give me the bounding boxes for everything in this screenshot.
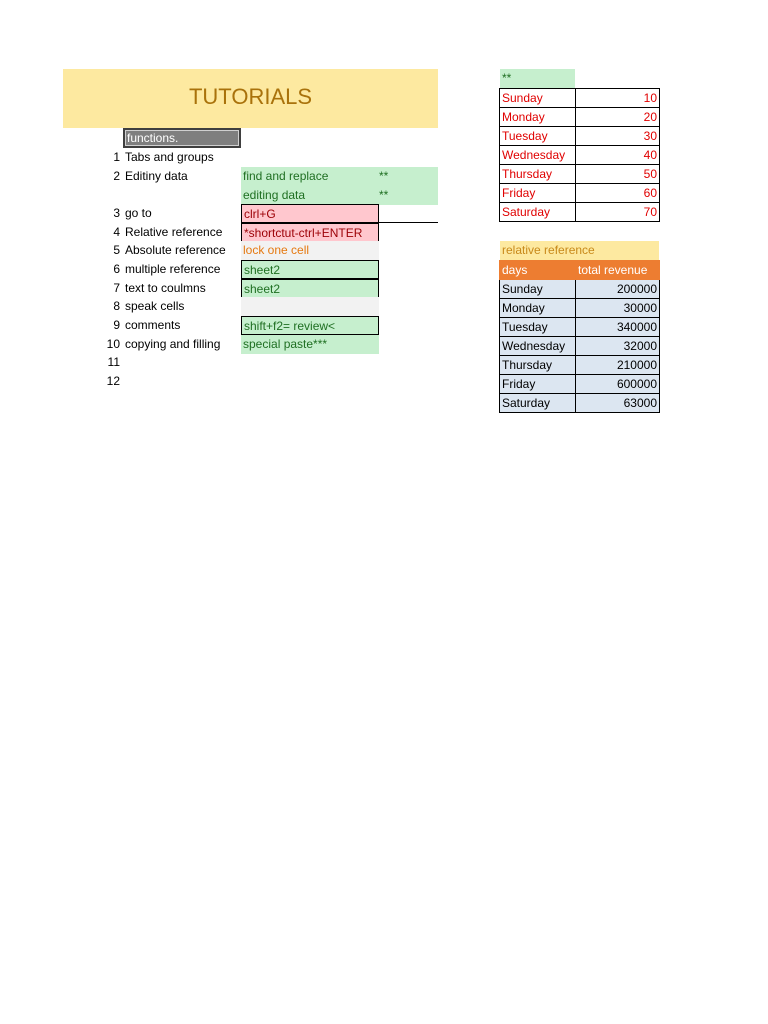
table-row bbox=[500, 127, 660, 146]
day-cell[interactable]: Sunday bbox=[500, 280, 576, 299]
sheet-title: TUTORIALS bbox=[188, 84, 313, 109]
day-cell[interactable]: Tuesday bbox=[500, 127, 576, 146]
table-row bbox=[500, 89, 660, 108]
day-cell[interactable]: Thursday bbox=[500, 356, 576, 375]
table-row bbox=[500, 108, 660, 127]
row-label[interactable]: comments bbox=[125, 318, 181, 332]
cell-border-line bbox=[379, 222, 438, 223]
note-comments[interactable]: shift+f2= review< bbox=[241, 316, 379, 335]
row-label[interactable]: Tabs and groups bbox=[125, 150, 214, 164]
note-goto[interactable]: clrl+G bbox=[241, 204, 379, 223]
days-column-header[interactable]: days bbox=[500, 261, 576, 280]
note-editing-data[interactable]: editing data bbox=[241, 186, 438, 205]
row-number: 9 bbox=[113, 318, 120, 332]
row-label[interactable]: copying and filling bbox=[125, 337, 221, 351]
table-row bbox=[500, 280, 660, 299]
revenue-cell[interactable]: 63000 bbox=[576, 394, 660, 413]
note-find-replace[interactable]: find and replace bbox=[241, 167, 438, 186]
row-label[interactable]: Relative reference bbox=[125, 225, 223, 239]
row-label[interactable]: multiple reference bbox=[125, 262, 221, 276]
table-row bbox=[500, 394, 660, 413]
day-cell[interactable]: Friday bbox=[500, 184, 576, 203]
row-number: 8 bbox=[113, 299, 120, 313]
revenue-cell[interactable]: 340000 bbox=[576, 318, 660, 337]
value-cell[interactable]: 50 bbox=[576, 165, 660, 184]
table-row bbox=[500, 184, 660, 203]
row-number: 12 bbox=[106, 374, 120, 388]
row-number: 6 bbox=[113, 262, 120, 276]
revenue-cell[interactable]: 30000 bbox=[576, 299, 660, 318]
day-cell[interactable]: Saturday bbox=[500, 203, 576, 222]
note-find-replace-mark: ** bbox=[379, 169, 389, 183]
value-cell[interactable]: 30 bbox=[576, 127, 660, 146]
value-cell[interactable]: 20 bbox=[576, 108, 660, 127]
table-row bbox=[500, 146, 660, 165]
row-number: 7 bbox=[113, 281, 120, 295]
revenue-cell[interactable]: 32000 bbox=[576, 337, 660, 356]
day-cell[interactable]: Saturday bbox=[500, 394, 576, 413]
note-editing-data-mark: ** bbox=[379, 188, 389, 202]
revenue-cell[interactable]: 210000 bbox=[576, 356, 660, 375]
note-copying[interactable]: special paste*** bbox=[241, 335, 379, 354]
table-row bbox=[500, 165, 660, 184]
day-cell[interactable]: Friday bbox=[500, 375, 576, 394]
table-row bbox=[500, 356, 660, 375]
note-relative[interactable]: *shortctut-ctrl+ENTER bbox=[241, 223, 379, 242]
value-cell[interactable]: 70 bbox=[576, 203, 660, 222]
top-right-mark[interactable]: ** bbox=[500, 69, 575, 88]
value-cell[interactable]: 40 bbox=[576, 146, 660, 165]
relative-reference-caption[interactable]: relative reference bbox=[500, 241, 659, 260]
row-number: 5 bbox=[113, 243, 120, 257]
row-number: 10 bbox=[106, 337, 120, 351]
table-row bbox=[500, 203, 660, 222]
row-label[interactable]: Editiny data bbox=[125, 169, 188, 183]
day-cell[interactable]: Wednesday bbox=[500, 337, 576, 356]
row-label[interactable]: speak cells bbox=[125, 299, 185, 313]
table-row bbox=[500, 375, 660, 394]
day-cell[interactable]: Monday bbox=[500, 108, 576, 127]
revenue-column-header[interactable]: total revenue bbox=[576, 261, 660, 280]
row-number: 1 bbox=[113, 150, 120, 164]
row-number: 4 bbox=[113, 225, 120, 239]
revenue-table bbox=[499, 260, 660, 413]
value-cell[interactable]: 60 bbox=[576, 184, 660, 203]
revenue-cell[interactable]: 600000 bbox=[576, 375, 660, 394]
day-cell[interactable]: Monday bbox=[500, 299, 576, 318]
row-label[interactable]: go to bbox=[125, 206, 152, 220]
table-row bbox=[500, 318, 660, 337]
row-number: 3 bbox=[113, 206, 120, 220]
table-row bbox=[500, 337, 660, 356]
note-speak-cells[interactable] bbox=[241, 297, 379, 316]
table-header-row bbox=[500, 261, 660, 280]
table-row bbox=[500, 299, 660, 318]
days-table bbox=[499, 88, 660, 222]
note-absolute[interactable]: lock one cell bbox=[241, 241, 379, 260]
note-multiple[interactable]: sheet2 bbox=[241, 260, 379, 279]
functions-header-cell[interactable]: functions. bbox=[123, 128, 241, 148]
day-cell[interactable]: Sunday bbox=[500, 89, 576, 108]
day-cell[interactable]: Wednesday bbox=[500, 146, 576, 165]
row-label[interactable]: text to coulmns bbox=[125, 281, 206, 295]
note-text-to-columns[interactable]: sheet2 bbox=[241, 279, 379, 298]
value-cell[interactable]: 10 bbox=[576, 89, 660, 108]
row-number: 2 bbox=[113, 169, 120, 183]
revenue-cell[interactable]: 200000 bbox=[576, 280, 660, 299]
row-number: 11 bbox=[107, 355, 120, 369]
row-label[interactable]: Absolute reference bbox=[125, 243, 226, 257]
day-cell[interactable]: Thursday bbox=[500, 165, 576, 184]
day-cell[interactable]: Tuesday bbox=[500, 318, 576, 337]
